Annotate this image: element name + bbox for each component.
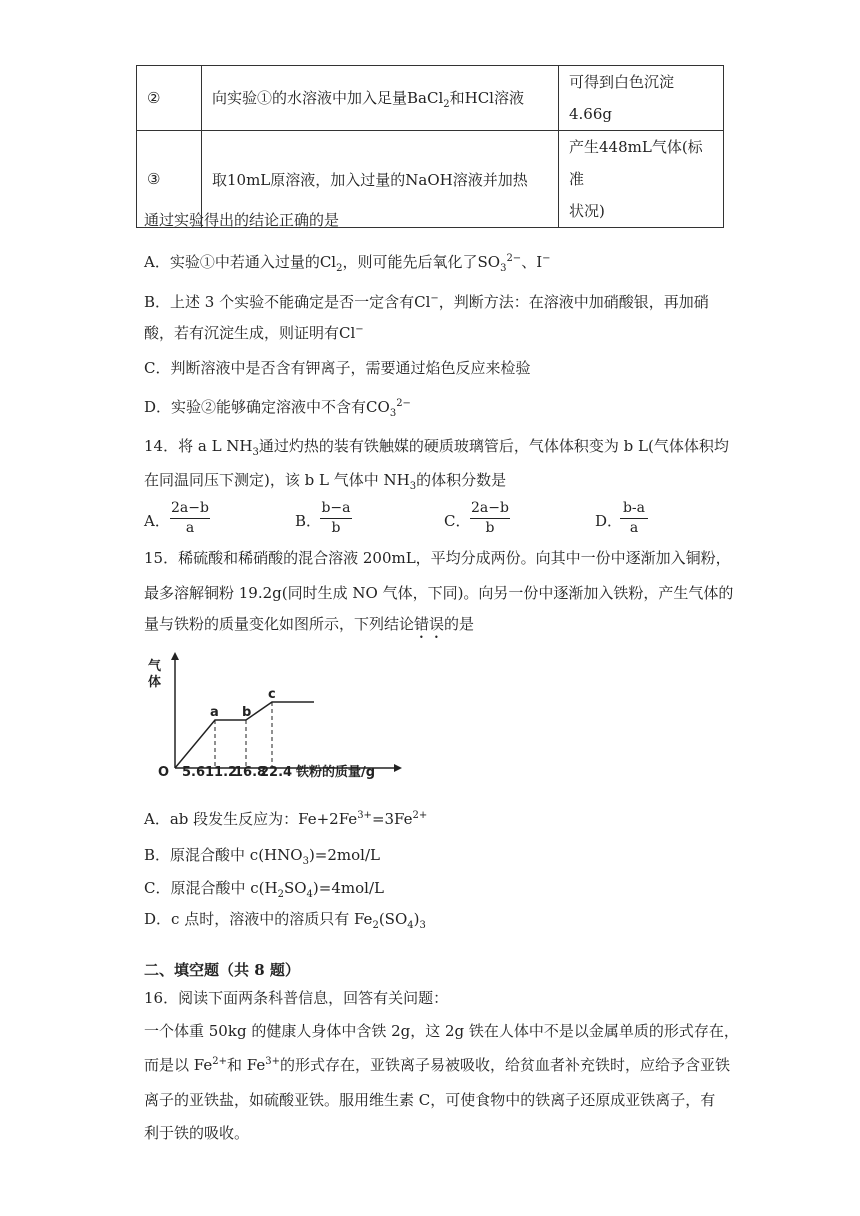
q15-option-d: D．c 点时，溶液中的溶质只有 $Fe_2(SO_4)_3$ — [144, 910, 426, 931]
q13-stem: 通过实验得出的结论正确的是 — [144, 211, 340, 229]
origin-label: O — [158, 765, 170, 780]
y-axis-arrow — [171, 652, 179, 660]
tick-label: 5.6 — [182, 765, 206, 780]
tick-label: 16.8 — [234, 765, 267, 780]
tick-label: 22.4 — [260, 765, 293, 780]
q14-line1: 14．将 a L $NH_3$通过灼热的装有铁触媒的硬质玻璃管后，气体体积变为 b L(气体体积均 — [144, 437, 729, 458]
q15-option-a: A．ab 段发生反应为：$Fe+2Fe^{3+}=3Fe^{2+}$ — [144, 810, 428, 828]
q14-option-d-label: D． — [595, 512, 623, 530]
row-operation: 取10mL原溶液，加入过量的NaOH溶液并加热 — [202, 131, 559, 228]
q14-option-d-fraction: b-a a — [620, 500, 648, 537]
q15-line2: 最多溶解铜粉 19.2g(同时生成 NO 气体，下同)。向另一份中逐渐加入铁粉，产生气体的 — [144, 584, 734, 602]
point-label-c: c — [268, 687, 276, 702]
q15-line1: 15．稀硫酸和稀硝酸的混合溶液 200mL，平均分成两份。向其中一份中逐渐加入铜粉， — [144, 549, 731, 567]
tick-label: 11.2 — [205, 765, 238, 780]
q15-option-b: B．原混合酸中 $c(HNO_3)=2mol/L$ — [144, 846, 380, 867]
q16-line4: 离子的亚铁盐，如硫酸亚铁。服用维生素 C，可使食物中的铁离子还原成亚铁离子，有 — [144, 1091, 716, 1109]
q13-option-b-line1: B．上述 3 个实验不能确定是否一定含有Cl−，判断方法：在溶液中加硝酸银，再加硝 — [144, 293, 709, 311]
table-row — [137, 66, 724, 131]
row-number: ② — [137, 66, 202, 131]
q13-option-c: C．判断溶液中是否含有钾离子，需要通过焰色反应来检验 — [144, 359, 531, 377]
q14-option-c-label: C． — [444, 512, 471, 530]
x-axis-arrow — [394, 764, 402, 772]
point-label-b: b — [242, 705, 252, 720]
q16-line2: 一个体重 50kg 的健康人身体中含铁 2g，这 2g 铁在人体中不是以金属单质的形式存在， — [144, 1022, 739, 1040]
iron-gas-graph — [144, 648, 404, 784]
q16-line3: 而是以 $Fe^{2+}$和 $Fe^{3+}$的形式存在，亚铁离子易被吸收，给贫血者补充铁时，应给予含亚铁 — [144, 1056, 730, 1074]
row-number: ③ — [137, 131, 202, 228]
q15-option-c: C．原混合酸中 $c(H_2SO_4)=4mol/L$ — [144, 879, 384, 900]
q16-line5: 利于铁的吸收。 — [144, 1124, 250, 1142]
q14-option-b-fraction: b−a b — [321, 500, 351, 536]
q14-option-a-fraction: 2a−b a — [171, 500, 209, 536]
point-label-a: a — [210, 705, 219, 720]
y-label-line1: 气 — [148, 659, 162, 674]
q14-line2: 在同温同压下测定)，该 b L 气体中 $NH_3$的体积分数是 — [144, 471, 507, 492]
y-label-line2: 体 — [148, 675, 162, 690]
x-label: 铁粉的质量/g — [296, 765, 376, 780]
row-operation: 向实验①的水溶液中加入足量BaCl$_2$和HCl溶液 — [202, 66, 559, 131]
q15-line3: 量与铁粉的质量变化如图所示，下列结论错误的是 — [144, 615, 475, 633]
q14-option-c-fraction: 2a−b b — [471, 500, 509, 536]
q13-option-a: A．实验①中若通入过量的$Cl_2$，则可能先后氧化了$SO_3^{2-}$、I− — [144, 253, 551, 274]
row-result: 可得到白色沉淀4.66g — [559, 66, 724, 131]
q13-option-d: D．实验②能够确定溶液中不含有$CO_3^{2-}$ — [144, 398, 411, 419]
emphasis-text: 错误 — [414, 615, 445, 633]
q13-option-b-line2: 酸，若有沉淀生成，则证明有Cl− — [144, 324, 364, 342]
section-title: 二、填空题（共 8 题） — [144, 961, 300, 979]
row-result: 产生448mL气体(标准 状况) — [559, 131, 724, 228]
q14-option-b-label: B． — [295, 512, 322, 530]
experiment-table — [136, 65, 724, 228]
q16-line1: 16．阅读下面两条科普信息，回答有关问题： — [144, 989, 449, 1007]
q14-option-a-label: A． — [144, 512, 170, 530]
